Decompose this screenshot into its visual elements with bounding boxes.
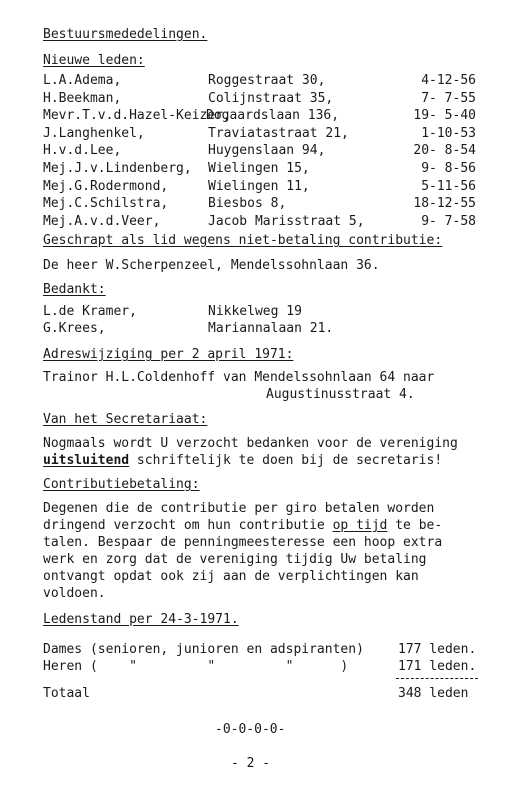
men-label: Heren ( " " " ) [43,659,349,674]
secretariat-line-2-rest: schriftelijk te doen bij de secretaris! [129,453,443,468]
member-address: Roggestraat 30, [208,73,326,88]
member-address: Wielingen 11, [208,179,310,194]
ladies-label: Dames (senioren, junioren en adspiranten) [43,642,364,657]
member-name: L.A.Adema, [43,73,122,88]
emphasis-exclusively: uitsluitend [43,453,130,468]
contribution-line-6: voldoen. [43,586,106,601]
resigned-title: Bedankt: [43,282,106,297]
member-name: Mej.A.v.d.Veer, [43,214,161,229]
member-name: H.Beekman, [43,91,122,106]
secretariat-line-1: Nogmaals wordt U verzocht bedanken voor de vereniging [43,436,458,451]
member-address: Jacob Marisstraat 5, [208,214,365,229]
contribution-title: Contributiebetaling: [43,477,200,492]
member-name: Mej.J.v.Lindenberg, [43,161,192,176]
member-birthdate: 18-12-55 [413,196,476,211]
struck-title: Geschrapt als lid wegens niet-betaling contributie: [43,233,443,248]
member-birthdate: 4-12-56 [421,73,476,88]
member-name: Mej.C.Schilstra, [43,196,169,211]
page-number: - 2 - [231,756,271,771]
member-address: Colijnstraat 35, [208,91,334,106]
men-count: 171 leden. [398,659,477,674]
struck-text: De heer W.Scherpenzeel, Mendelssohnlaan 36. [43,258,380,273]
resigned-address-1: Nikkelweg 19 [208,304,302,319]
member-address: Huygenslaan 94, [208,143,326,158]
member-name: Mevr.T.v.d.Hazel-Keizer, [43,108,231,123]
resigned-address-2: Mariannalaan 21. [208,321,334,336]
contribution-line-4: werk en zorg dat de vereniging tijdig Uw betaling [43,552,427,567]
address-change-line-1: Trainor H.L.Coldenhoff van Mendelssohnlaan 64 naar [43,370,435,385]
separator: -0-0-0-0- [215,722,286,737]
membership-title: Ledenstand per 24-3-1971. [43,612,239,627]
emphasis-on-time: op tijd [332,518,388,533]
secretariat-title: Van het Secretariaat: [43,412,208,427]
resigned-name-2: G.Krees, [43,321,106,336]
secretariat-line-2 [43,453,442,469]
member-address: Dogaardslaan 136, [206,108,340,123]
member-birthdate: 7- 7-55 [421,91,476,106]
member-birthdate: 5-11-56 [421,179,476,194]
address-change-title: Adreswijziging per 2 april 1971: [43,347,294,362]
member-address: Wielingen 15, [208,161,310,176]
member-name: H.v.d.Lee, [43,143,122,158]
member-birthdate: 20- 8-54 [413,143,476,158]
contribution-line-1: Degenen die de contributie per giro betalen worden [43,501,435,516]
sum-divider [396,678,478,679]
contribution-line-5: ontvangt opdat ook zij aan de verplichtingen kan [43,569,419,584]
total-label: Totaal [43,686,90,701]
resigned-name-1: L.de Kramer, [43,304,137,319]
contribution-line-2c: te be- [387,518,443,533]
member-name: Mej.G.Rodermond, [43,179,169,194]
page-heading: Bestuursmededelingen. [43,27,208,42]
member-address: Biesbos 8, [208,196,287,211]
contribution-line-2a: dringend verzocht om hun contributie [43,518,333,533]
new-members-title: Nieuwe leden: [43,53,145,68]
contribution-line-2 [43,518,442,534]
contribution-line-3: talen. Bespaar de penningmeesteresse een hoop extra [43,535,443,550]
ladies-count: 177 leden. [398,642,477,657]
member-birthdate: 9- 8-56 [421,161,476,176]
total-count: 348 leden [398,686,469,701]
member-birthdate: 19- 5-40 [413,108,476,123]
address-change-line-2: Augustinusstraat 4. [266,387,415,402]
member-name: J.Langhenkel, [43,126,145,141]
member-birthdate: 1-10-53 [421,126,476,141]
member-address: Traviatastraat 21, [208,126,349,141]
member-birthdate: 9- 7-58 [421,214,476,229]
